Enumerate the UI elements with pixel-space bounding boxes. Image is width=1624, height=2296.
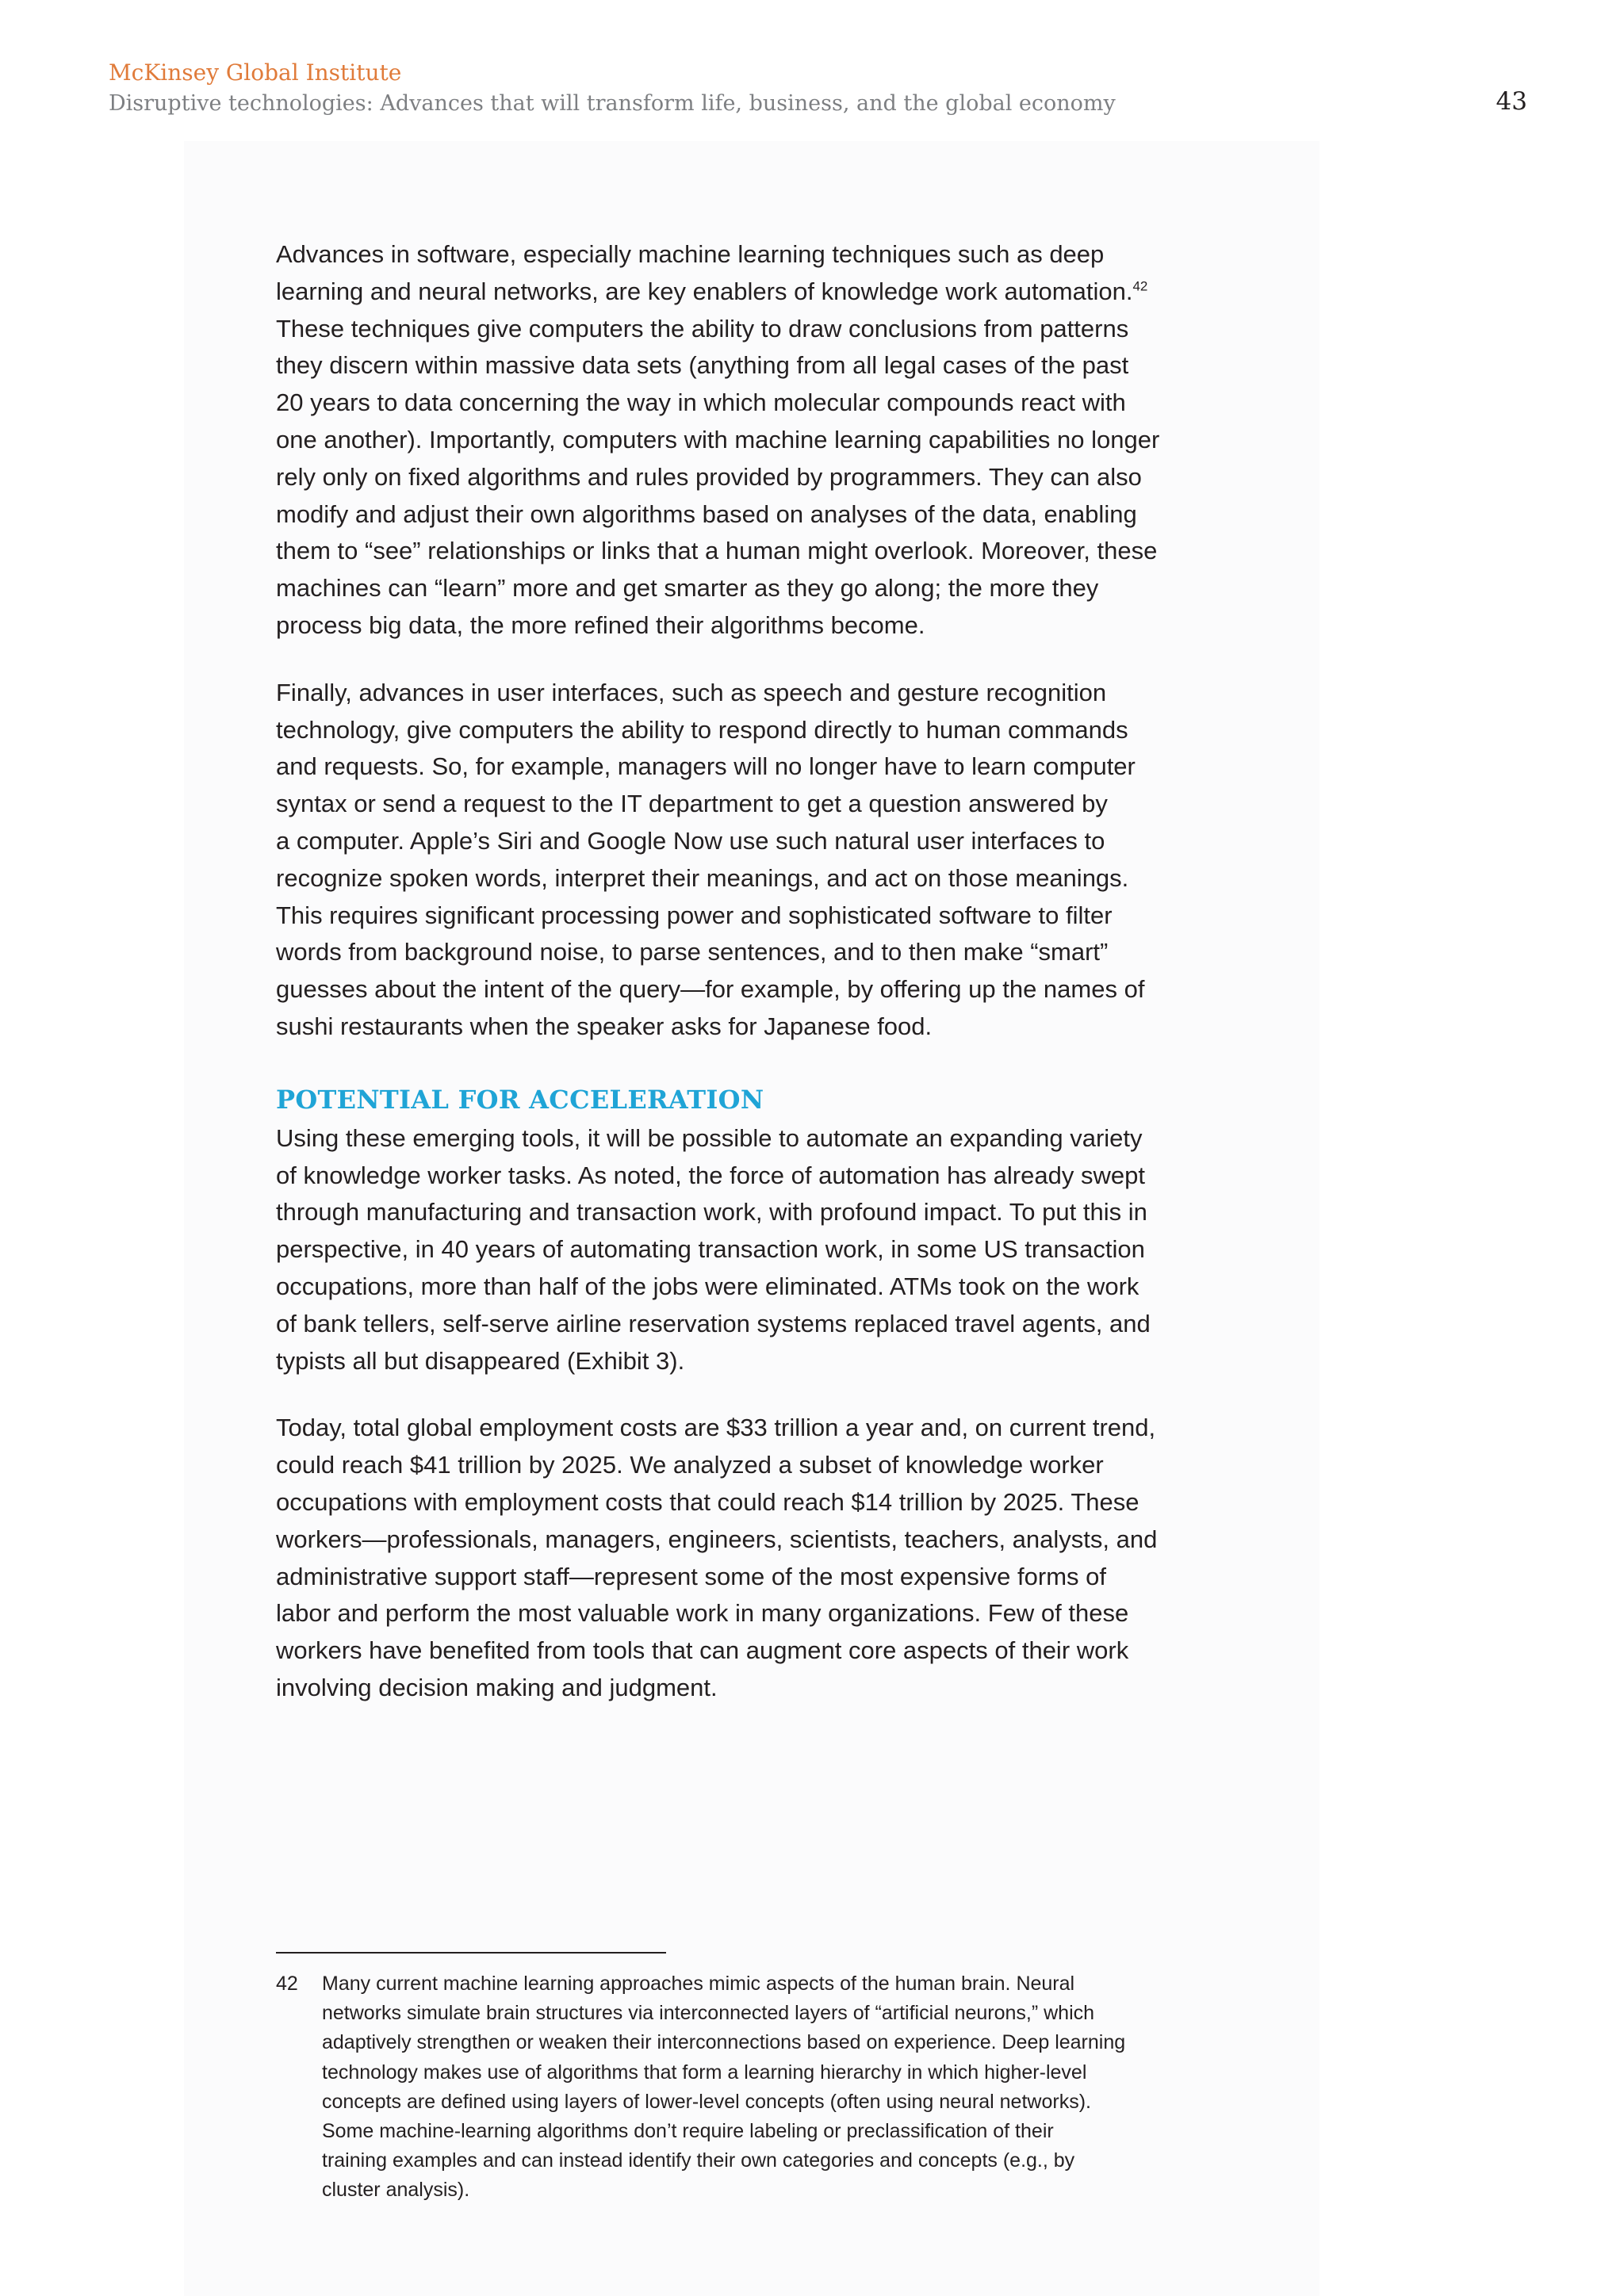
report-title: Disruptive technologies: Advances that will transform life, business, and the global economy [109, 91, 1116, 116]
main-content [276, 236, 1256, 1737]
paragraph-user-interfaces: Finally, advances in user interfaces, such as speech and gesture recognition technology, give computers the ability to respond directly to human commands and requests. So, for example, managers will no longer have to learn computer syntax or send a request to the IT department to get a question answered by a computer. Apple’s Siri and Google Now use such natural user interfaces to recognize spoken words, interpret their meanings, and act on those meanings. This requires significant processing power and sophisticated software to filter words from background noise, to parse sentences, and to then make “smart” guesses about the intent of the query—for example, by offering up the names of sushi restaurants when the speaker asks for Japanese food. [276, 678, 1145, 1040]
footnote-divider [276, 1952, 666, 1954]
footnote [276, 1969, 1267, 2206]
publisher-name: McKinsey Global Institute [109, 59, 402, 86]
footnote-text: Many current machine learning approaches mimic aspects of the human brain. Neural networks simulate brain structures via interconnected layers of “artificial neurons,” which adaptively strengthen or weaken their interconnections based on experience. Deep learning technology makes use of algorithms that form a learning hierarchy in which higher-level concepts are defined using layers of lower-level concepts (often using neural networks). Some machine-learning algorithms don’t require labeling or preclassification of their training examples and can instead identify their own categories and concepts (e.g., by cluster analysis). [322, 1973, 1126, 2202]
page-number: 43 [1496, 87, 1527, 116]
paragraph-machine-learning: Advances in software, especially machine learning techniques such as deep learning and neural networks, are key enablers of knowledge work automation.$^{42}$ These techniques give computers the ability to draw conclusions from patterns they discern within massive data sets (anything from all legal cases of the past 20 years to data concerning the way in which molecular compounds react with one another). Importantly, computers with machine learning capabilities no longer rely only on fixed algorithms and rules provided by programmers. They can also modify and adjust their own algorithms based on analyses of the data, enabling them to “see” relationships or links that a human might overlook. Moreover, these machines can “learn” more and get smarter as they go along; the more they process big data, the more refined their algorithms become. [276, 240, 1160, 639]
footnote-number: 42 [276, 1973, 298, 1995]
running-header [109, 57, 1116, 119]
paragraph-employment-costs: Today, total global employment costs are $33 trillion a year and, on current trend, could reach $41 trillion by 2025. We analyzed a subset of knowledge worker occupations with employment costs that could reach $14 trillion by 2025. These workers—professionals, managers, engineers, scientists, teachers, analysts, and administrative support staff—represent some of the most expensive forms of labor and perform the most valuable work in many organizations. Few of these workers have benefited from tools that can augment core aspects of their work involving decision making and judgment. [276, 1414, 1158, 1701]
paragraph-emerging-tools: Using these emerging tools, it will be possible to automate an expanding variety of knowledge worker tasks. As noted, the force of automation has already swept through manufacturing and transaction work, with profound impact. To put this in perspective, in 40 years of automating transaction work, in some US transaction occupations, more than half of the jobs were eliminated. ATMs took on the work of bank tellers, self-serve airline reservation systems replaced travel agents, and typists all but disappeared (Exhibit 3). [276, 1123, 1151, 1375]
section-heading: POTENTIAL FOR ACCELERATION [276, 1084, 764, 1115]
footnote-reference[interactable]: 42 [1132, 278, 1148, 294]
